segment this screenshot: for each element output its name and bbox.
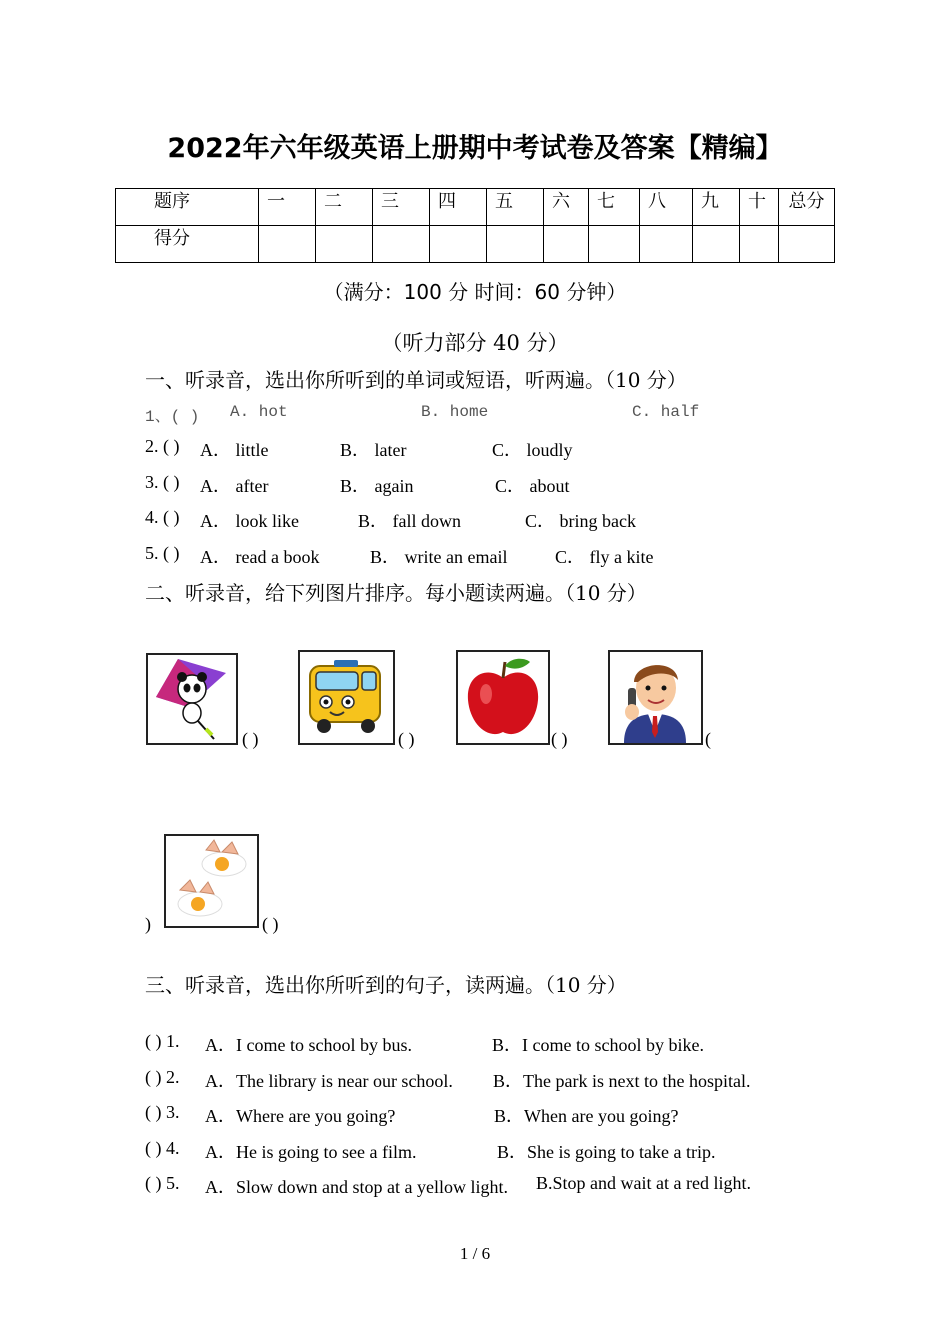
q2-option-a: A． little: [200, 440, 269, 460]
s3-q5-option-a: A．Slow down and stop at a yellow light.: [205, 1177, 508, 1197]
answer-blank-5[interactable]: ( ): [262, 914, 279, 934]
q3-option-a: A． after: [200, 476, 269, 496]
s3-q4-number: ( ) 4.: [145, 1138, 180, 1158]
score-input-cell[interactable]: [740, 226, 779, 263]
score-input-cell[interactable]: [487, 226, 544, 263]
q5-option-c: C． fly a kite: [555, 547, 654, 567]
page-title: 2022年六年级英语上册期中考试卷及答案【精编】: [167, 133, 783, 164]
table-cell: 四: [430, 189, 487, 226]
kite-picture: [146, 653, 238, 745]
q5-number: 5. ( ): [145, 543, 180, 563]
s3-q3-number: ( ) 3.: [145, 1102, 180, 1122]
score-input-cell[interactable]: [430, 226, 487, 263]
answer-open-paren-4[interactable]: (: [705, 729, 711, 749]
apple-icon: [458, 652, 548, 743]
score-input-cell[interactable]: [779, 226, 835, 263]
listening-header: （听力部分 40 分）: [381, 331, 569, 355]
section1-heading: 一、听录音，选出你所听到的单词或短语，听两遍。（10 分）: [145, 368, 687, 392]
table-cell: 十: [740, 189, 779, 226]
s3-q2-option-b: B．The park is next to the hospital.: [493, 1071, 751, 1091]
s3-q3-option-a: A．Where are you going?: [205, 1106, 396, 1126]
table-cell: 总分: [779, 189, 835, 226]
kite-icon: [148, 655, 236, 743]
q3-option-b: B． again: [340, 476, 414, 496]
q4-option-b: B． fall down: [358, 511, 461, 531]
answer-blank-1[interactable]: ( ): [242, 729, 259, 749]
answer-blank-2[interactable]: ( ): [398, 729, 415, 749]
section2-heading: 二、听录音，给下列图片排序。每小题读两遍。（10 分）: [145, 581, 647, 605]
q1-option-a: A. hot: [230, 403, 288, 421]
s3-q2-number: ( ) 2.: [145, 1067, 180, 1087]
table-cell: 七: [589, 189, 640, 226]
q4-number: 4. ( ): [145, 507, 180, 527]
apple-picture: [456, 650, 550, 745]
q2-option-b: B． later: [340, 440, 407, 460]
table-cell: 六: [544, 189, 589, 226]
q2-number: 2. ( ): [145, 436, 180, 456]
table-cell: 得分: [116, 226, 259, 263]
table-cell: 九: [693, 189, 740, 226]
q2-option-c: C． loudly: [492, 440, 573, 460]
q1-option-b: B. home: [421, 403, 489, 421]
score-input-cell[interactable]: [544, 226, 589, 263]
q3-number: 3. ( ): [145, 472, 180, 492]
man-on-phone-icon: [610, 652, 701, 743]
score-input-cell[interactable]: [589, 226, 640, 263]
q5-option-b: B． write an email: [370, 547, 508, 567]
section3-heading: 三、听录音，选出你所听到的句子，读两遍。（10 分）: [145, 973, 627, 997]
s3-q3-option-b: B．When are you going?: [494, 1106, 679, 1126]
page-number: 1 / 6: [459, 1244, 491, 1263]
s3-q1-number: ( ) 1.: [145, 1031, 180, 1051]
score-table: [115, 188, 835, 263]
answer-blank-3[interactable]: ( ): [551, 729, 568, 749]
table-cell: 题序: [116, 189, 259, 226]
q5-option-a: A． read a book: [200, 547, 320, 567]
s3-q5-number: ( ) 5.: [145, 1173, 180, 1193]
score-input-cell[interactable]: [316, 226, 373, 263]
table-cell: 二: [316, 189, 373, 226]
s3-q1-option-b: B．I come to school by bike.: [492, 1035, 704, 1055]
score-table-header-row: [116, 189, 835, 226]
q1-number: 1、( ): [145, 408, 200, 426]
s3-q5-option-b: B.Stop and wait at a red light.: [536, 1173, 751, 1193]
table-cell: 五: [487, 189, 544, 226]
table-cell: 三: [373, 189, 430, 226]
q3-option-c: C． about: [495, 476, 570, 496]
s3-q2-option-a: A．The library is near our school.: [205, 1071, 453, 1091]
q4-option-c: C． bring back: [525, 511, 636, 531]
q1-option-c: C. half: [632, 403, 700, 421]
score-table-score-row: [116, 226, 835, 263]
man-on-phone-picture: [608, 650, 703, 745]
score-input-cell[interactable]: [373, 226, 430, 263]
score-input-cell[interactable]: [693, 226, 740, 263]
table-cell: 八: [640, 189, 693, 226]
score-input-cell[interactable]: [259, 226, 316, 263]
q4-option-a: A． look like: [200, 511, 299, 531]
bus-icon: [300, 652, 393, 743]
s3-q4-option-a: A．He is going to see a film.: [205, 1142, 417, 1162]
answer-close-paren-4[interactable]: ): [145, 914, 151, 934]
s3-q4-option-b: B．She is going to take a trip.: [497, 1142, 716, 1162]
table-cell: 一: [259, 189, 316, 226]
exam-meta: （满分：100 分 时间：60 分钟）: [323, 280, 627, 304]
eggs-icon: [166, 836, 257, 926]
bus-picture: [298, 650, 395, 745]
eggs-picture: [164, 834, 259, 928]
s3-q1-option-a: A．I come to school by bus.: [205, 1035, 412, 1055]
score-input-cell[interactable]: [640, 226, 693, 263]
